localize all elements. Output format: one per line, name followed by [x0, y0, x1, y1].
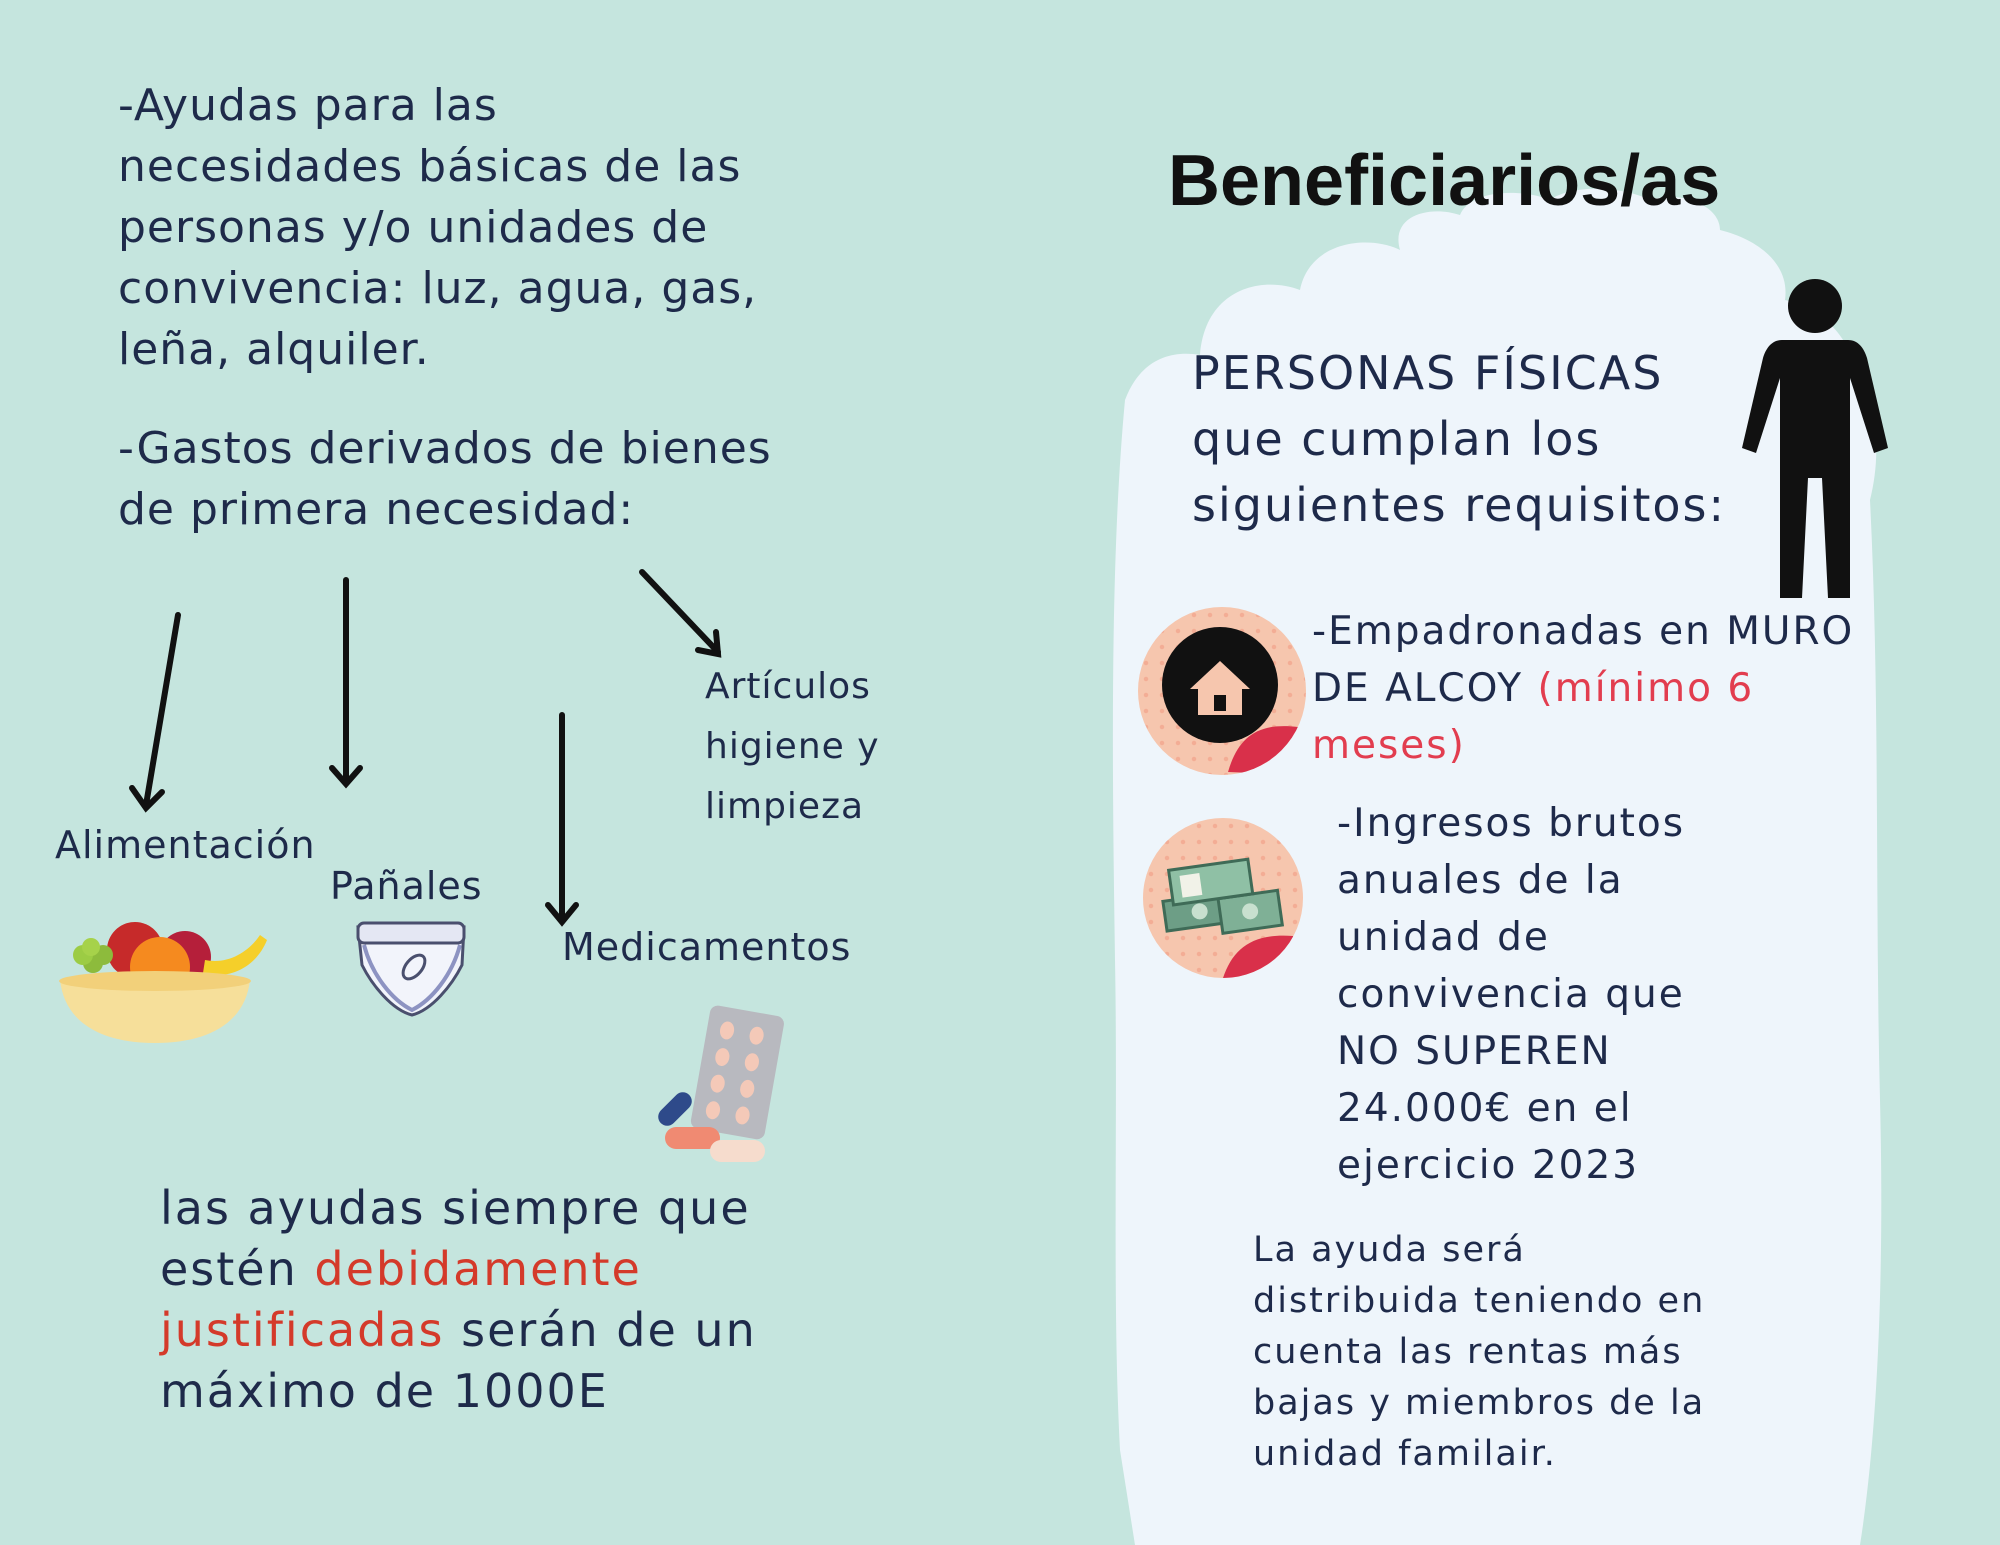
- text-line: las ayudas siempre que: [160, 1181, 751, 1235]
- distribution-note: [1253, 1225, 1705, 1480]
- text-line: -Ingresos brutos: [1337, 801, 1686, 846]
- requirement-ingresos: [1337, 795, 1685, 1194]
- person-icon: [1740, 278, 1890, 608]
- diaper-icon: [352, 915, 472, 1025]
- text-line: leña, alquiler.: [118, 324, 430, 375]
- label-articulos: [705, 657, 880, 837]
- text-line: cuenta las rentas más: [1253, 1332, 1683, 1372]
- fruit-bowl-icon: [55, 905, 275, 1045]
- text-line: anuales de la: [1337, 858, 1624, 903]
- text-line: justificadas serán de un: [160, 1303, 757, 1357]
- label-alimentacion: Alimentación: [55, 823, 316, 867]
- text-line: -Empadronadas en MURO: [1312, 609, 1855, 654]
- page-title: Beneficiarios/as: [1168, 141, 1721, 221]
- text-line: personas y/o unidades de: [118, 202, 709, 253]
- highlight-text: (mínimo 6: [1537, 666, 1755, 711]
- text-line: limpieza: [705, 786, 865, 827]
- text-line: convivencia: luz, agua, gas,: [118, 263, 758, 314]
- text-line: La ayuda será: [1253, 1230, 1526, 1270]
- arrow-icon: [642, 572, 718, 654]
- text-line: 24.000€ en el: [1337, 1086, 1633, 1131]
- house-icon: [1138, 607, 1306, 775]
- text-line: que cumplan los: [1192, 412, 1602, 466]
- arrow-icon: [332, 580, 360, 784]
- arrow-icon: [548, 715, 576, 922]
- text-line: -Ayudas para las: [118, 80, 498, 131]
- text-line: siguientes requisitos:: [1192, 478, 1726, 532]
- text-line: bajas y miembros de la: [1253, 1383, 1706, 1423]
- text-line: distribuida teniendo en: [1253, 1281, 1706, 1321]
- highlight-text: justificadas: [160, 1303, 445, 1357]
- text-line: convivencia que: [1337, 972, 1685, 1017]
- label-medicamentos: Medicamentos: [562, 925, 852, 969]
- text-line: -Gastos derivados de bienes: [118, 423, 772, 474]
- text-line: DE ALCOY (mínimo 6: [1312, 666, 1755, 711]
- text-line: de primera necesidad:: [118, 484, 635, 535]
- text-line: PERSONAS FÍSICAS: [1192, 346, 1664, 400]
- gastos-paragraph: [118, 418, 838, 540]
- text-line: máximo de 1000E: [160, 1364, 609, 1418]
- arrow-icon: [132, 615, 178, 808]
- highlight-text: meses): [1312, 723, 1466, 768]
- text-line: NO SUPEREN: [1337, 1029, 1612, 1074]
- money-icon: [1143, 818, 1303, 978]
- intro-paragraph: [118, 75, 838, 380]
- requirement-empadronadas: [1312, 603, 1854, 774]
- highlight-text: debidamente: [314, 1242, 642, 1296]
- money-icon-circle: [1143, 818, 1303, 978]
- text-line: higiene y: [705, 726, 880, 767]
- footer-paragraph: [160, 1178, 757, 1422]
- text-line: unidad familair.: [1253, 1434, 1557, 1474]
- text-line: necesidades básicas de las: [118, 141, 742, 192]
- label-panales: Pañales: [330, 864, 483, 908]
- text-line: estén debidamente: [160, 1242, 642, 1296]
- text-line: ejercicio 2023: [1337, 1143, 1640, 1188]
- requirements-intro: [1192, 340, 1726, 538]
- text-line: unidad de: [1337, 915, 1550, 960]
- pills-icon: [650, 1005, 800, 1170]
- text-line: Artículos: [705, 666, 871, 707]
- house-icon-circle: [1138, 607, 1306, 775]
